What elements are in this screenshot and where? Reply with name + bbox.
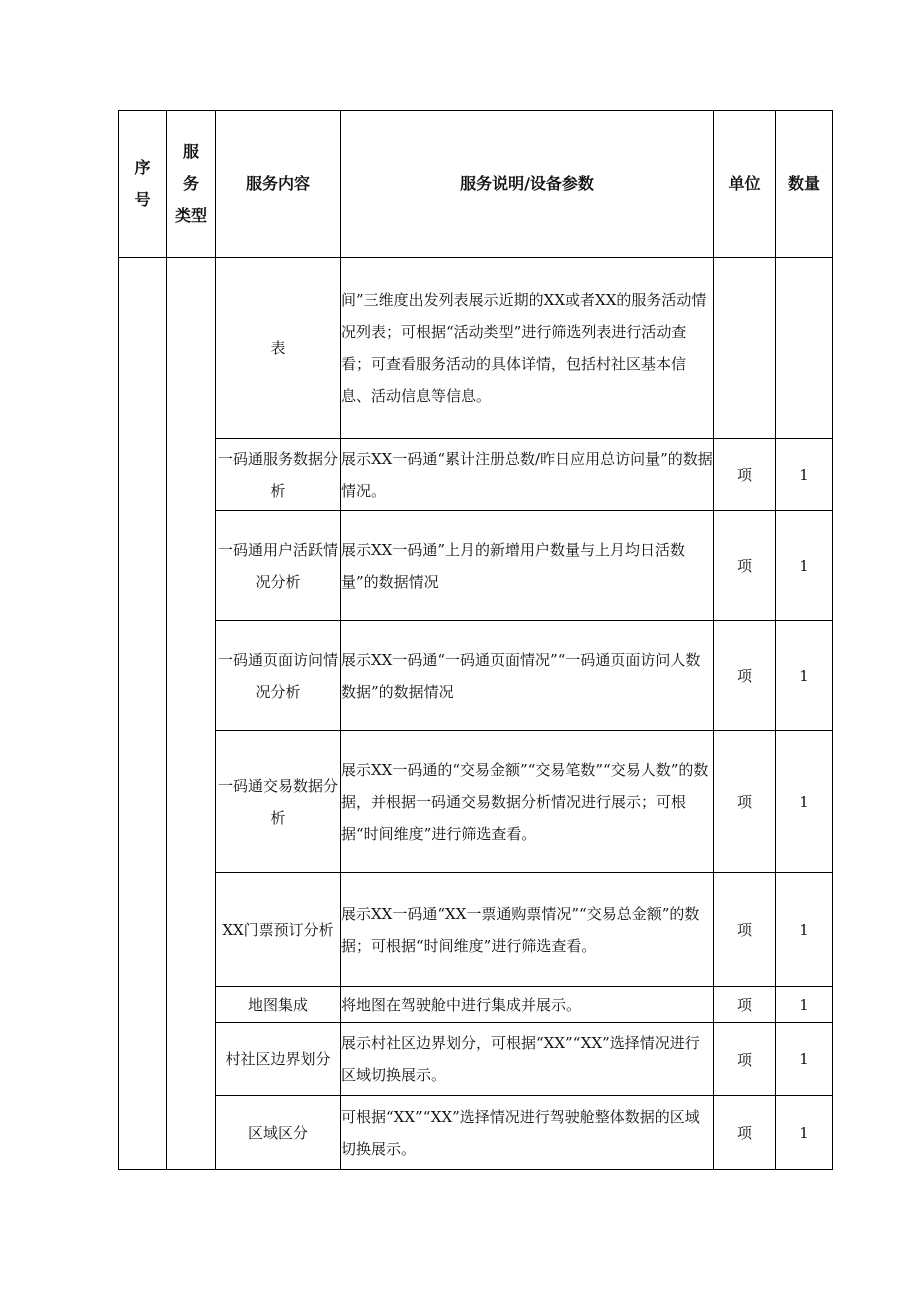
content-cell: 一码通服务数据分析 xyxy=(216,439,341,511)
unit-cell: 项 xyxy=(714,873,776,987)
table-row xyxy=(119,258,833,439)
desc-cell: 展示XX一码通“一码通页面情况”“一码通页面访问人数数据”的数据情况 xyxy=(341,621,714,731)
header-seq xyxy=(119,111,167,258)
content-cell: 一码通用户活跃情况分析 xyxy=(216,511,341,621)
qty-cell: 1 xyxy=(776,1096,833,1170)
content-cell: XX门票预订分析 xyxy=(216,873,341,987)
qty-cell: 1 xyxy=(776,1023,833,1096)
content-cell: 一码通页面访问情况分析 xyxy=(216,621,341,731)
unit-cell xyxy=(714,258,776,439)
desc-cell: 将地图在驾驶舱中进行集成并展示。 xyxy=(341,987,714,1023)
header-desc: 服务说明/设备参数 xyxy=(341,111,714,258)
table-row xyxy=(119,987,833,1023)
table-row xyxy=(119,1096,833,1170)
qty-cell xyxy=(776,258,833,439)
unit-cell: 项 xyxy=(714,439,776,511)
unit-cell: 项 xyxy=(714,621,776,731)
content-cell: 表 xyxy=(216,258,341,439)
qty-cell: 1 xyxy=(776,873,833,987)
seq-cell xyxy=(119,258,167,1170)
header-unit: 单位 xyxy=(714,111,776,258)
table-row xyxy=(119,873,833,987)
unit-cell: 项 xyxy=(714,1023,776,1096)
table-header-row xyxy=(119,111,833,258)
table-row xyxy=(119,439,833,511)
desc-cell: 可根据“XX”“XX”选择情况进行驾驶舱整体数据的区域切换展示。 xyxy=(341,1096,714,1170)
table-row xyxy=(119,621,833,731)
content-cell: 村社区边界划分 xyxy=(216,1023,341,1096)
header-service-type xyxy=(167,111,216,258)
desc-cell: 间”三维度出发列表展示近期的XX或者XX的服务活动情况列表；可根据“活动类型”进行筛选列表进行活动查看；可查看服务活动的具体详情，包括村社区基本信息、活动信息等信息。 xyxy=(341,258,714,439)
content-cell: 一码通交易数据分析 xyxy=(216,731,341,873)
header-service-type-line: 类型 xyxy=(174,206,207,225)
unit-cell: 项 xyxy=(714,731,776,873)
qty-cell: 1 xyxy=(776,511,833,621)
table-row xyxy=(119,1023,833,1096)
header-content: 服务内容 xyxy=(216,111,341,258)
header-seq-line: 号 xyxy=(134,190,151,209)
qty-cell: 1 xyxy=(776,987,833,1023)
header-service-type-line: 务 xyxy=(182,174,199,193)
desc-cell: 展示XX一码通“累计注册总数/昨日应用总访问量”的数据情况。 xyxy=(341,439,714,511)
qty-cell: 1 xyxy=(776,731,833,873)
qty-cell: 1 xyxy=(776,439,833,511)
desc-cell: 展示XX一码通”上月的新增用户数量与上月均日活数量”的数据情况 xyxy=(341,511,714,621)
service-type-cell xyxy=(167,258,216,1170)
unit-cell: 项 xyxy=(714,511,776,621)
table-row xyxy=(119,731,833,873)
content-cell: 区域区分 xyxy=(216,1096,341,1170)
header-service-type-line: 服 xyxy=(182,142,199,161)
header-seq-line: 序 xyxy=(134,158,151,177)
service-spec-table xyxy=(118,110,833,1170)
desc-cell: 展示XX一码通“XX一票通购票情况”“交易总金额”的数据；可根据“时间维度”进行筛选查看。 xyxy=(341,873,714,987)
desc-cell: 展示XX一码通的“交易金额”“交易笔数”“交易人数”的数据，并根据一码通交易数据分析情况进行展示；可根据“时间维度”进行筛选查看。 xyxy=(341,731,714,873)
qty-cell: 1 xyxy=(776,621,833,731)
header-qty: 数量 xyxy=(776,111,833,258)
desc-cell: 展示村社区边界划分，可根据“XX”“XX”选择情况进行区域切换展示。 xyxy=(341,1023,714,1096)
content-cell: 地图集成 xyxy=(216,987,341,1023)
unit-cell: 项 xyxy=(714,987,776,1023)
unit-cell: 项 xyxy=(714,1096,776,1170)
table-row xyxy=(119,511,833,621)
